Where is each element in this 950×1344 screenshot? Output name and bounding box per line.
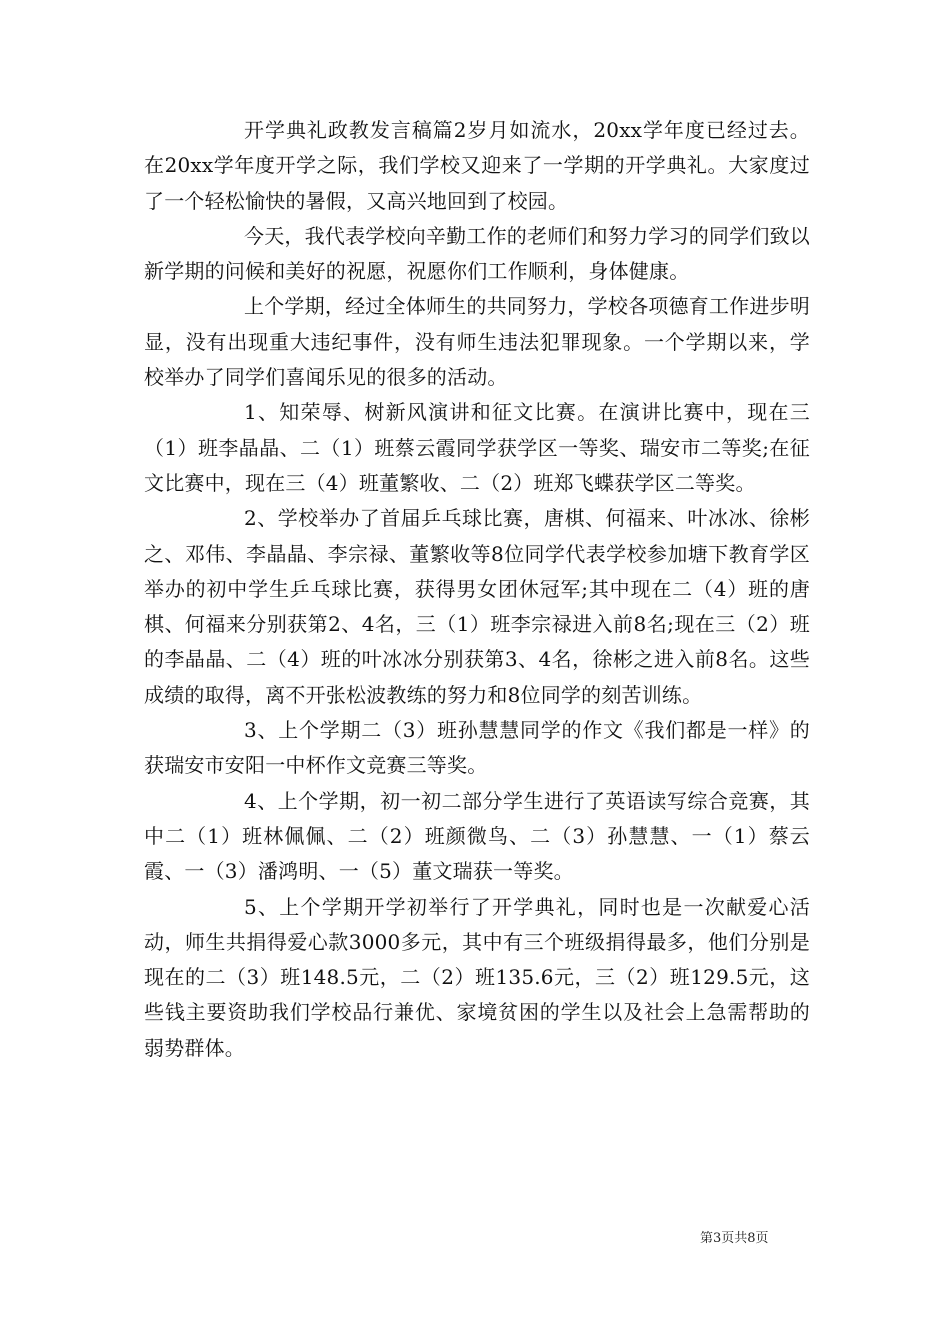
paragraph: 5、上个学期开学初举行了开学典礼，同时也是一次献爱心活动，师生共捐得爱心款3000多元，其中有三个班级捐得最多，他们分别是现在的二（3）班148.5元，二（2）班135.6元，三（2）班129.5元，这些钱主要资助我们学校品行兼优、家境贫困的学生以及社会上急需帮助的弱势群体。 <box>144 894 810 1060</box>
paragraph: 3、上个学期二（3）班孙慧慧同学的作文《我们都是一样》的获瑞安市安阳一中杯作文竞赛三等奖。 <box>144 718 810 778</box>
paragraph: 开学典礼政教发言稿篇2岁月如流水，20xx学年度已经过去。在20xx学年度开学之际，我们学校又迎来了一学期的开学典礼。大家度过了一个轻松愉快的暑假，又高兴地回到了校园。 <box>144 118 810 213</box>
paragraph: 1、知荣辱、树新风演讲和征文比赛。在演讲比赛中，现在三（1）班李晶晶、二（1）班蔡云霞同学获学区一等奖、瑞安市二等奖;在征文比赛中，现在三（4）班董繁收、二（2）班郑飞蝶获学区二等奖。 <box>144 400 810 495</box>
document-body <box>144 113 810 1066</box>
paragraph: 4、上个学期，初一初二部分学生进行了英语读写综合竞赛，其中二（1）班林佩佩、二（2）班颜微鸟、二（3）孙慧慧、一（1）蔡云霞、一（3）潘鸿明、一（5）董文瑞获一等奖。 <box>144 788 810 884</box>
paragraph: 2、学校举办了首届乒乓球比赛，唐棋、何福来、叶冰冰、徐彬之、邓伟、李晶晶、李宗禄、董繁收等8位同学代表学校参加塘下教育学区举办的初中学生乒乓球比赛，获得男女团休冠军;其中现在二（4）班的唐棋、何福来分别获第2、4名，三（1）班李宗禄进入前8名;现在三（2）班的李晶晶、二（4）班的叶冰冰分别获第3、4名，徐彬之进入前8名。这些成绩的取得，离不开张松波教练的努力和8位同学的刻苦训练。 <box>144 506 810 707</box>
paragraph: 上个学期，经过全体师生的共同努力，学校各项德育工作进步明显，没有出现重大违纪事件，没有师生违法犯罪现象。一个学期以来，学校举办了同学们喜闻乐见的很多的活动。 <box>144 294 810 390</box>
paragraph: 今天，我代表学校向辛勤工作的老师们和努力学习的同学们致以新学期的问候和美好的祝愿，祝愿你们工作顺利，身体健康。 <box>144 223 810 284</box>
page-number-footer: 第3页共8页 <box>700 1231 769 1246</box>
